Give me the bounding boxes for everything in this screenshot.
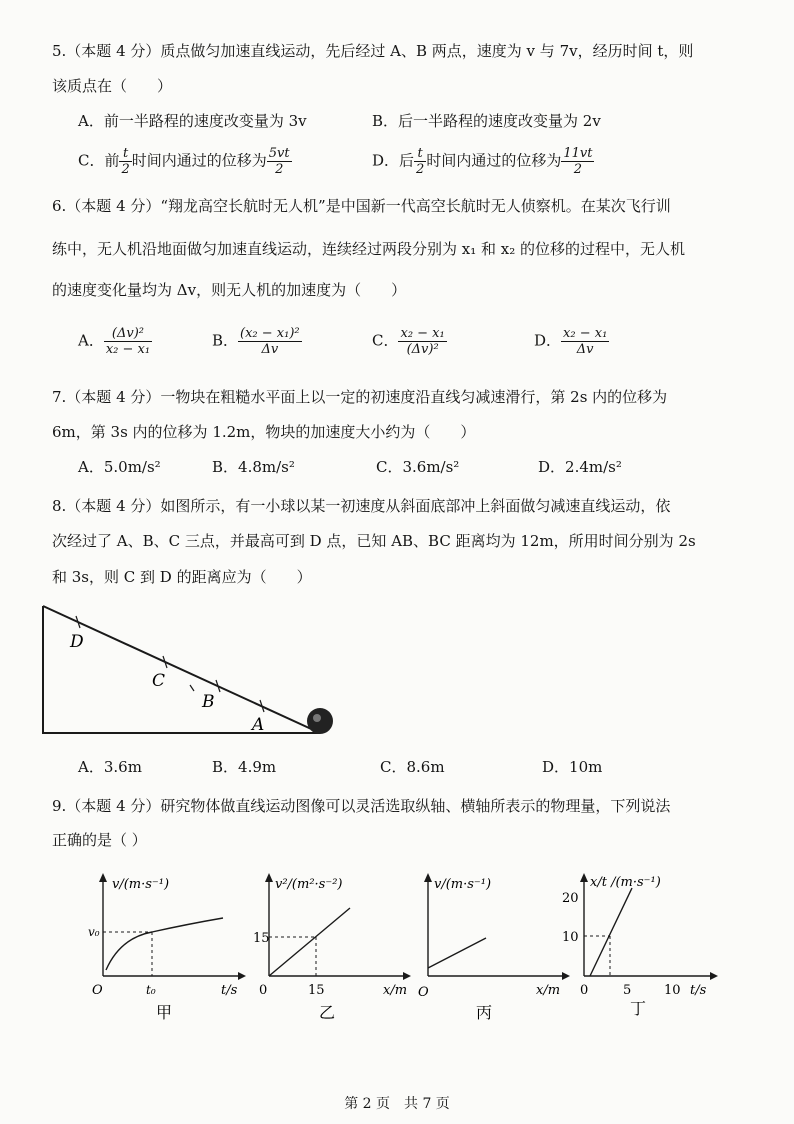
q7-option-d: D．2.4m/s² <box>538 458 622 476</box>
q6-stem-line3: 的速度变化量均为 Δv，则无人机的加速度为（ ） <box>52 281 407 299</box>
page-footer: 第 2 页 共 7 页 <box>344 1096 450 1112</box>
q7-option-c: C．3.6m/s² <box>376 458 460 476</box>
incline-slope <box>43 606 320 733</box>
q7-option-b: B．4.8m/s² <box>212 458 295 476</box>
yi-tick-y: 15 <box>253 931 270 946</box>
q5-option-d <box>372 146 594 177</box>
q5-stem-line2: 该质点在（ ） <box>52 77 173 95</box>
ding-graph-name: 丁 <box>630 999 647 1018</box>
ding-tick-y20: 20 <box>562 891 579 906</box>
q6-option-a: A． $\frac{\text{(Δv)²}}{\text{x₂ − x₁}}$ <box>78 326 151 357</box>
ball-highlight <box>313 714 321 722</box>
bing-graph-name: 丙 <box>476 1003 493 1022</box>
q8-option-d: D．10m <box>542 758 603 776</box>
q5-d-time-fraction: $\frac{t}{2}$ <box>416 146 425 177</box>
q6-b-fraction: $\frac{\text{(x₂ − x₁)²}}{\Delta v}$ <box>240 326 300 357</box>
ding-line <box>590 888 632 976</box>
jia-y-arrow-icon <box>99 873 107 882</box>
bing-x-label: x/m <box>536 983 561 998</box>
graph-ding <box>560 868 720 1028</box>
q5-stem-line1: 5.（本题 4 分）质点做匀加速直线运动，先后经过 A、B 两点，速度为 v 与 7v，经历时间 t，则 <box>52 42 694 60</box>
point-a-label: A <box>252 715 265 735</box>
ding-y-arrow-icon <box>580 873 588 882</box>
ding-tick-x5: 5 <box>623 983 632 998</box>
jia-y-label: v/(m·s⁻¹) <box>112 877 170 892</box>
jia-graph-name: 甲 <box>156 1003 173 1022</box>
bing-y-arrow-icon <box>424 873 432 882</box>
q7-option-a: A．5.0m/s² <box>78 458 161 476</box>
q5-d-value-fraction: $\frac{11vt}{2}$ <box>563 146 593 177</box>
jia-x-label: t/s <box>221 983 238 998</box>
q9-stem-line1: 9.（本题 4 分）研究物体做直线运动图像可以灵活选取纵轴、横轴所表示的物理量，下列说法 <box>52 797 671 815</box>
q6-a-fraction: $\frac{\text{(Δv)²}}{\text{x₂ − x₁}}$ <box>105 326 151 357</box>
graph-yi <box>255 868 415 1028</box>
q7-stem-line2: 6m，第 3s 内的位移为 1.2m，物块的加速度大小约为（ ） <box>52 423 476 441</box>
yi-tick-x: 15 <box>308 983 325 998</box>
yi-x-arrow-icon <box>403 972 411 980</box>
q8-option-a: A．3.6m <box>78 758 142 776</box>
q6-option-d: D． $\frac{\text{x₂ − x₁}}{\Delta v}$ <box>534 326 608 357</box>
yi-graph-name: 乙 <box>319 1003 336 1022</box>
ding-y-label: x/t /(m·s⁻¹) <box>590 875 661 890</box>
bing-line <box>428 938 486 968</box>
q6-option-c: C． $\frac{\text{x₂ − x₁}}{\text{(Δv)²}}$ <box>372 326 445 357</box>
tick-mark <box>190 685 194 691</box>
jia-curve <box>106 918 223 970</box>
q5-c-prefix: C．前 <box>78 151 120 170</box>
q5-d-prefix: D．后 <box>372 151 415 170</box>
q6-stem-line2: 练中，无人机沿地面做匀加速直线运动，连续经过两段分别为 x₁ 和 x₂ 的位移的过程中，无人机 <box>52 240 686 258</box>
jia-t0-label: t₀ <box>146 983 156 997</box>
ding-x-arrow-icon <box>710 972 718 980</box>
ding-tick-x10: 10 <box>664 983 681 998</box>
q6-stem-line1: 6.（本题 4 分）“翔龙高空长航时无人机”是中国新一代高空长航时无人侦察机。在某次飞行训 <box>52 197 671 215</box>
ball-icon <box>307 708 333 734</box>
ding-x-label: t/s <box>690 983 707 998</box>
q5-c-text: 时间内通过的位移为 <box>131 151 267 170</box>
q6-c-fraction: $\frac{\text{x₂ − x₁}}{\text{(Δv)²}}$ <box>400 326 445 357</box>
q8-stem-line2: 次经过了 A、B、C 三点，并最高可到 D 点，已知 AB、BC 距离均为 12m，所用时间分别为 2s <box>52 532 696 550</box>
q8-stem-line1: 8.（本题 4 分）如图所示，有一小球以某一初速度从斜面底部冲上斜面做匀减速直线运动，依 <box>52 497 671 515</box>
yi-x-label: x/m <box>383 983 408 998</box>
q5-option-a: A．前一半路程的速度改变量为 3v <box>78 112 307 130</box>
jia-v0-label: v₀ <box>88 925 100 939</box>
point-d-label: D <box>70 632 84 652</box>
q7-stem-line1: 7.（本题 4 分）一物块在粗糙水平面上以一定的初速度沿直线匀减速滑行，第 2s 内的位移为 <box>52 388 668 406</box>
q8-stem-line3: 和 3s，则 C 到 D 的距离应为（ ） <box>52 568 312 586</box>
yi-y-label: v²/(m²·s⁻²) <box>275 877 343 892</box>
graph-bing <box>414 868 574 1028</box>
q8-option-c: C．8.6m <box>380 758 445 776</box>
yi-y-arrow-icon <box>265 873 273 882</box>
q6-d-fraction: $\frac{\text{x₂ − x₁}}{\Delta v}$ <box>563 326 608 357</box>
q9-stem-line2: 正确的是（ ） <box>52 831 147 849</box>
q5-c-value-fraction: $\frac{5vt}{2}$ <box>268 146 290 177</box>
yi-origin: 0 <box>259 983 268 998</box>
jia-x-arrow-icon <box>238 972 246 980</box>
bing-origin: O <box>418 985 429 1000</box>
yi-line <box>269 908 350 976</box>
q8-option-b: B．4.9m <box>212 758 277 776</box>
point-b-label: B <box>202 692 215 712</box>
q5-option-c <box>78 146 292 177</box>
jia-origin: O <box>92 983 103 998</box>
point-c-label: C <box>152 671 166 691</box>
q5-c-time-fraction: $\frac{t}{2}$ <box>121 146 130 177</box>
ding-tick-y10: 10 <box>562 930 579 945</box>
q8-incline-figure <box>40 600 350 745</box>
ding-origin: 0 <box>580 983 589 998</box>
q6-option-b: B． $\frac{\text{(x₂ − x₁)²}}{\Delta v}$ <box>212 326 300 357</box>
bing-y-label: v/(m·s⁻¹) <box>434 877 492 892</box>
graph-jia <box>88 868 248 1028</box>
q5-d-text: 时间内通过的位移为 <box>426 151 562 170</box>
q5-option-b: B．后一半路程的速度改变量为 2v <box>372 112 601 130</box>
